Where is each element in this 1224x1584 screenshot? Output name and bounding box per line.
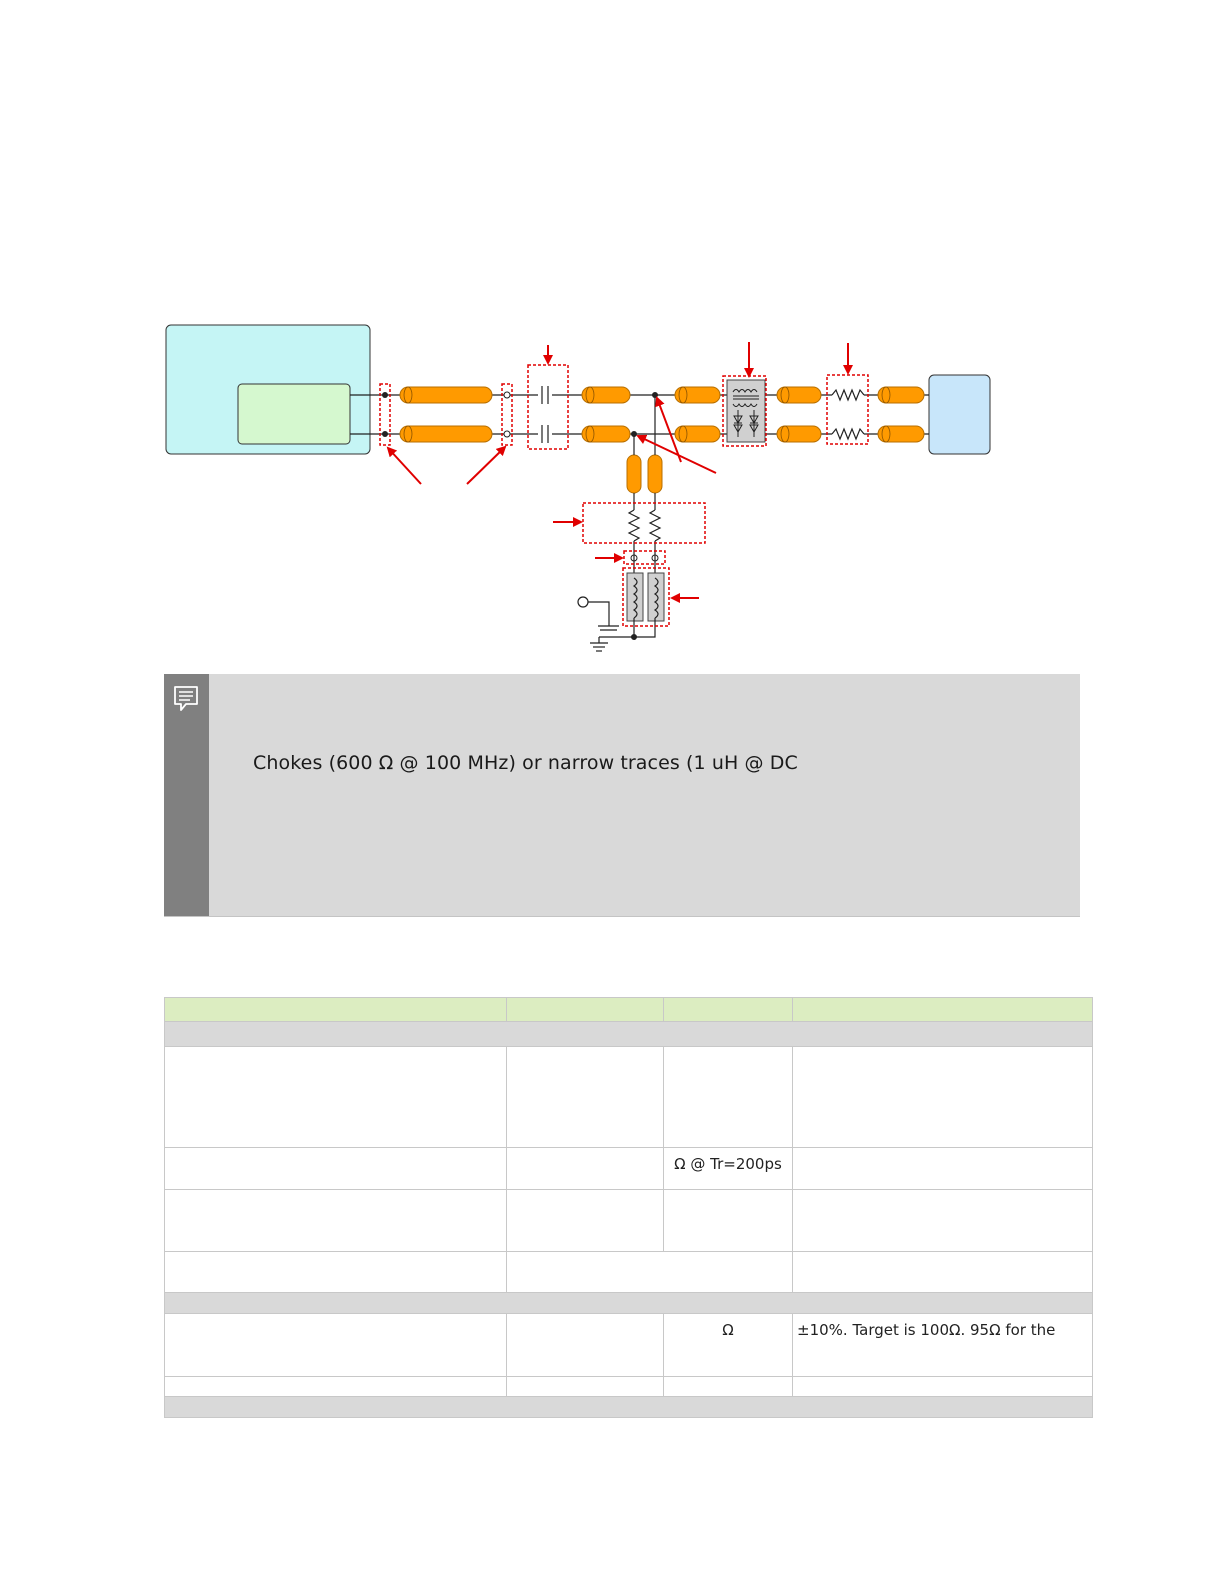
- table-cell: [165, 1190, 507, 1252]
- table-section-row: [165, 1293, 1093, 1314]
- table-row: [165, 1377, 1093, 1397]
- ac-capacitors: [538, 385, 552, 444]
- table-cell: [165, 1047, 507, 1148]
- table-cell: [507, 1148, 664, 1190]
- section-cell: [165, 1022, 1093, 1047]
- cable-4b: [777, 426, 821, 442]
- series-resistors: [832, 388, 864, 441]
- table-cell: [664, 1148, 793, 1190]
- table-row: [165, 1252, 1093, 1293]
- callout-boxes: [380, 365, 868, 626]
- table-cell: [793, 1377, 1093, 1397]
- table-cell: [793, 1190, 1093, 1252]
- cable-2b: [582, 426, 630, 442]
- cmc-esd-component: [727, 380, 765, 442]
- table-row: [165, 1190, 1093, 1252]
- table-cell: [664, 1190, 793, 1252]
- table-cell: [793, 1047, 1093, 1148]
- table-row: [165, 1148, 1093, 1190]
- note-icon: [172, 684, 200, 714]
- note-text: Chokes (600 Ω @ 100 MHz) or narrow traces (1 uH @ DC: [253, 752, 798, 774]
- impedance-unit-text: Ω @ Tr=200ps: [674, 1155, 782, 1173]
- bias-chokes: [627, 573, 664, 637]
- table-row: [165, 1314, 1093, 1377]
- table-cell: [165, 1252, 507, 1293]
- cable-3b: [675, 426, 720, 442]
- table-row: [165, 1047, 1093, 1148]
- cable-1b: [400, 426, 492, 442]
- table-cell: [507, 1252, 793, 1293]
- ohm-unit-text: Ω: [722, 1321, 734, 1339]
- table-section-row: [165, 1022, 1093, 1047]
- spec-table: [164, 997, 1093, 1418]
- table-cell: [507, 1047, 664, 1148]
- table-section-row: [165, 1397, 1093, 1418]
- phy-block: [238, 384, 350, 444]
- table-cell: [507, 1377, 664, 1397]
- note-sidebar: [164, 674, 209, 916]
- cable-v1: [627, 455, 641, 493]
- table-cell: [793, 1314, 1093, 1377]
- table-cell: [165, 1377, 507, 1397]
- cable-5a: [878, 387, 924, 403]
- connector-block: [929, 375, 990, 454]
- header-cell: [664, 998, 793, 1022]
- table-cell: [664, 1047, 793, 1148]
- table-cell: [793, 1252, 1093, 1293]
- table-cell: [793, 1148, 1093, 1190]
- section-cell: [165, 1397, 1093, 1418]
- header-cell: [793, 998, 1093, 1022]
- table-cell: [507, 1190, 664, 1252]
- table-cell: [507, 1314, 664, 1377]
- callout-arrows: [388, 342, 848, 598]
- circuit-diagram: [0, 0, 1224, 670]
- cable-2a: [582, 387, 630, 403]
- cable-3a: [675, 387, 720, 403]
- section-cell: [165, 1293, 1093, 1314]
- cable-v2: [648, 455, 662, 493]
- header-cell: [165, 998, 507, 1022]
- ground-symbol: [578, 597, 634, 651]
- note-box: [164, 674, 1080, 917]
- cable-5b: [878, 426, 924, 442]
- cable-4a: [777, 387, 821, 403]
- table-header-row: [165, 998, 1093, 1022]
- header-cell: [507, 998, 664, 1022]
- cable-1a: [400, 387, 492, 403]
- table-cell: [165, 1314, 507, 1377]
- table-cell: [165, 1148, 507, 1190]
- impedance-target-text: ±10%. Target is 100Ω. 95Ω for the: [797, 1321, 1056, 1339]
- table-cell: [664, 1377, 793, 1397]
- table-cell: [664, 1314, 793, 1377]
